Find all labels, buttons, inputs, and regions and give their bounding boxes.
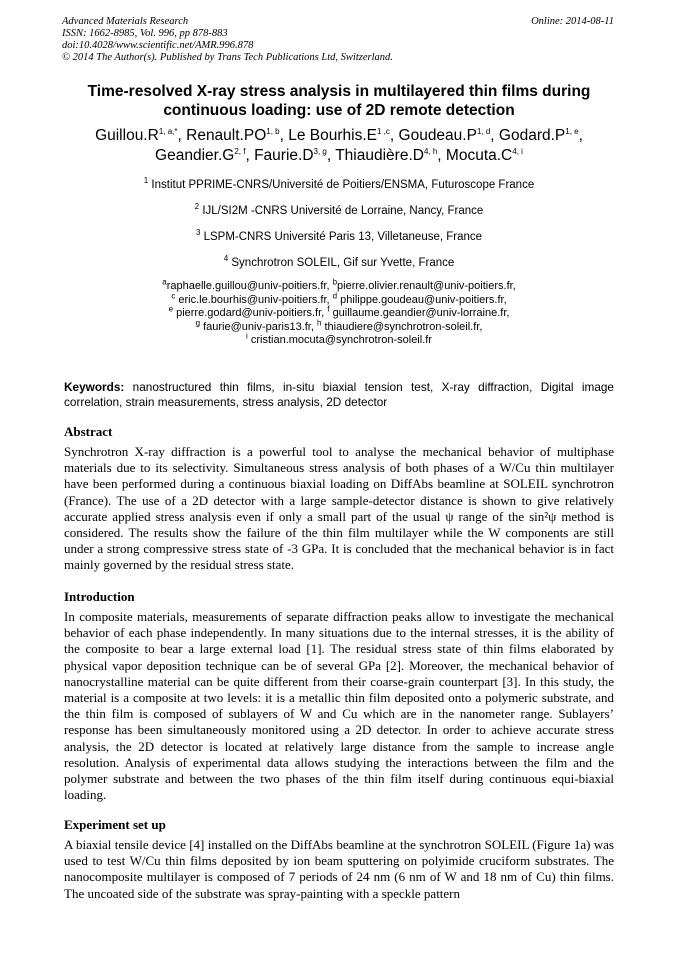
abstract-text: Synchrotron X-ray diffraction is a powerful tool to analyse the mechanical behavior of multiphase materials due to its selectivity. Simultaneous stress analysis of both phases of a W/Cu thin multilayer have been performed during a continuous biaxial loading on DiffAbs beamline at SOLEIL synchrotron (France). The use of a 2D detector with a large sample-detector distance is shown to give relatively accurate applied stress analysis even if only a small part of the usual ψ range of the sin²ψ method is considered. The results show the failure of the thin film multilayer while the W components are still under a strong compressive stress state of -3 GPa. It is concluded that the mechanical behavior is in fact mainly governed by the residual stress state. xyxy=(64,444,614,573)
abstract-heading: Abstract xyxy=(64,424,113,439)
online-date: Online: 2014-08-11 xyxy=(531,16,614,27)
affiliation-4: $^4$ Synchrotron SOLEIL, Gif sur Yvette, France xyxy=(223,254,455,269)
email-line: $^e$ pierre.godard@univ-poitiers.fr, $^f$ guillaume.geandier@univ-lorraine.fr, xyxy=(168,304,510,319)
email-link[interactable]: guillaume.geandier@univ-lorraine.fr, xyxy=(332,307,510,319)
email-link[interactable]: eric.le.bourhis@univ-poitiers.fr, xyxy=(178,293,333,306)
keywords-text: nanostructured thin films, in-situ biaxial tension test, X-ray diffraction, Digital image correlation, strain measurements, stress analysis, 2D detector xyxy=(64,380,614,409)
author-affiliation-marker: 1, e xyxy=(565,126,579,136)
author-affiliation-marker: 2, f xyxy=(234,146,246,156)
email-link[interactable]: cristian.mocuta@synchrotron-soleil.fr xyxy=(250,334,432,346)
author-affiliation-marker: 1, d xyxy=(476,126,491,136)
author-affiliation-marker: 4, h xyxy=(423,146,438,156)
author-affiliation-marker: 4, i xyxy=(512,146,523,156)
journal-doi: doi:10.4028/www.scientific.net/AMR.996.878 xyxy=(62,40,254,51)
author-name: Geandier.G xyxy=(155,147,235,164)
journal-issn: ISSN: 1662-8985, Vol. 996, pp 878-883 xyxy=(62,28,228,39)
affiliation-2: $^2$ IJL/SI2M -CNRS Université de Lorraine, Nancy, France xyxy=(194,202,484,217)
journal-header xyxy=(62,16,393,64)
affiliation-1: $^1$ Institut PPRIME-CNRS/Université de Poitiers/ENSMA, Futuroscope France xyxy=(143,176,535,191)
author-separator: , xyxy=(389,127,399,144)
author-name: Le Bourhis.E xyxy=(288,127,377,144)
author-separator: , xyxy=(279,127,289,144)
author-line-2 xyxy=(62,146,616,166)
email-line: $^i$ cristian.mocuta@synchrotron-soleil.fr xyxy=(246,331,432,346)
journal-copyright: © 2014 The Author(s). Published by Trans Tech Publications Ltd, Switzerland. xyxy=(62,52,393,63)
author-separator: , xyxy=(245,147,255,164)
experiment-text: A biaxial tensile device [4] installed on the DiffAbs beamline at the synchrotron SOLEIL (Figure 1a) was used to test W/Cu thin films deposited by ion beam sputtering on polyimide cruciform substrates. The nanocomposite multilayer is composed of 7 periods of 24 nm (6 nm of W and 18 nm of Cu) thin films. The uncoated side of the substrate was spray-painting with a speckle pattern xyxy=(64,837,614,901)
author-name: Renault.PO xyxy=(186,127,267,144)
author-name: Faurie.D xyxy=(254,147,314,164)
keywords xyxy=(64,380,614,410)
keywords-label: Keywords: xyxy=(64,380,125,394)
email-link[interactable]: faurie@univ-paris13.fr, xyxy=(203,320,317,333)
introduction-text: In composite materials, measurements of separate diffraction peaks allow to investigate the mechanical behavior of each phase independently. In many situations due to the internal stresses, it is the ability of the composite to bear a large external load [1]. The residual stress state of thin films elaborated by physical vapor deposition technique can be of several GPa [2]. Moreover, the mechanical behavior of nanocrystalline material can be quite different from their coarse-grain counterpart [3]. In this study, the material is a composite at two levels: it is a metallic thin film deposited onto a polymeric substrate, and the thin film is composed of sublayers of W and Cu which are in the nanometer range. Sublayers’ response has been simultaneously monitored using a 2D detector. In order to achieve accurate stress analysis, the 2D detector is located at relatively large distance from the sample to increase angle resolution. Analysis of experimental data allows studying the interactions between the film and the polymer substrate and between the two phases of the thin film itself during continuous equi-biaxial loading. xyxy=(64,609,614,803)
journal-name: Advanced Materials Research xyxy=(62,16,189,27)
author-affiliation-marker: 1 ,c xyxy=(376,126,390,136)
author-separator: , xyxy=(437,147,446,164)
author-affiliation-marker: 3, g xyxy=(313,146,327,156)
author-affiliation-marker: 1, b xyxy=(266,126,280,136)
email-link[interactable]: pierre.godard@univ-poitiers.fr, xyxy=(176,307,328,319)
email-line: $^a$raphaelle.guillou@univ-poitiers.fr, $^b$pierre.olivier.renault@univ-poitiers.fr, xyxy=(162,277,516,292)
email-line: $^g$ faurie@univ-paris13.fr, $^h$ thiaudiere@synchrotron-soleil.fr, xyxy=(195,317,483,333)
email-link[interactable]: thiaudiere@synchrotron-soleil.fr, xyxy=(324,320,483,333)
email-link[interactable]: philippe.goudeau@univ-poitiers.fr, xyxy=(340,293,507,306)
author-name: Godard.P xyxy=(498,127,566,144)
author-name: Mocuta.C xyxy=(445,147,513,164)
author-list xyxy=(62,126,616,166)
email-link[interactable]: pierre.olivier.renault@univ-poitiers.fr, xyxy=(337,280,516,292)
email-list xyxy=(62,277,616,348)
experiment-heading: Experiment set up xyxy=(64,817,166,832)
author-separator: , xyxy=(177,127,187,144)
paper-title: Time-resolved X-ray stress analysis in multilayered thin films during continuous loading: use of 2D remote detection xyxy=(87,83,591,119)
email-line: $^c$ eric.le.bourhis@univ-poitiers.fr, $^d$ philippe.goudeau@univ-poitiers.fr, xyxy=(171,290,507,306)
author-affiliation-marker: 1, a,* xyxy=(158,126,178,136)
affiliation-3: $^3$ LSPM-CNRS Université Paris 13, Villetaneuse, France xyxy=(195,228,483,243)
author-separator: , xyxy=(326,147,336,164)
author-name: Goudeau.P xyxy=(398,127,477,144)
author-separator: , xyxy=(490,127,499,144)
author-separator: , xyxy=(578,127,583,144)
author-line-1 xyxy=(62,126,616,146)
author-name: Guillou.R xyxy=(95,127,159,144)
email-link[interactable]: raphaelle.guillou@univ-poitiers.fr, xyxy=(166,280,333,292)
introduction-heading: Introduction xyxy=(64,589,135,604)
author-name: Thiaudière.D xyxy=(335,147,424,164)
